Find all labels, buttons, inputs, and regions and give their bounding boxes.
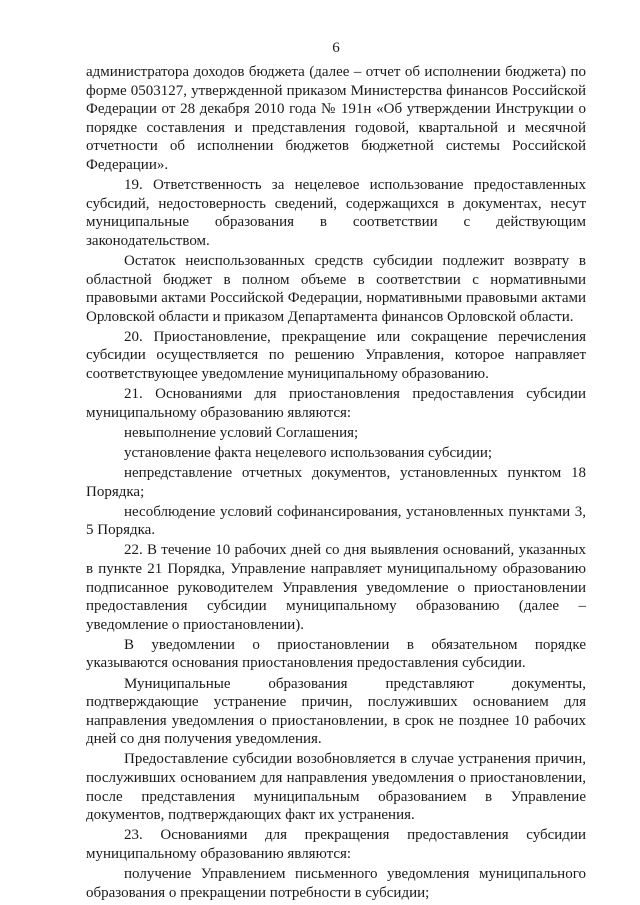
paragraph: несоблюдение условий софинансирования, установленных пунктами 3, 5 Порядка. xyxy=(86,503,586,539)
paragraph: Муниципальные образования представляют документы, подтверждающие устранение причин, послуживших основанием для направления уведомления о приостановлении, в срок не позднее 10 рабочих дней со дня получения уведомления. xyxy=(86,675,586,748)
document-body xyxy=(86,63,586,902)
paragraph: получение Управлением письменного уведомления муниципального образования о прекращении потребности в субсидии; xyxy=(86,865,586,901)
page-number: 6 xyxy=(332,40,340,56)
paragraph: установление факта нецелевого использования субсидии; xyxy=(124,444,493,461)
paragraph: В уведомлении о приостановлении в обязательном порядке указываются основания приостановления предоставления субсидии. xyxy=(86,636,586,672)
paragraph: 22. В течение 10 рабочих дней со дня выявления оснований, указанных в пункте 21 Порядка, Управление направляет муниципальному образованию подписанное руководителем Управления уведомление о приостановлении предоставления субсидии муниципальному образованию (далее – уведомление о приостановлении). xyxy=(86,542,586,633)
paragraph: непредставление отчетных документов, установленных пунктом 18 Порядка; xyxy=(86,464,586,500)
paragraph: администратора доходов бюджета (далее – отчет об исполнении бюджета) по форме 0503127, утвержденной приказом Министерства финансов Российской Федерации от 28 декабря 2010 года № 191н «Об утверждении Инструкции о порядке составления и представления годовой, квартальной и месячной отчетности об исполнении бюджетов бюджетной системы Российской Федерации». xyxy=(86,64,586,173)
paragraph: Остаток неиспользованных средств субсидии подлежит возврату в областной бюджет в полном объеме в соответствии с нормативными правовыми актами Российской Федерации, нормативными правовыми актами Орловской области и приказом Департамента финансов Орловской области. xyxy=(86,252,586,325)
paragraph: 23. Основаниями для прекращения предоставления субсидии муниципальному образованию являются: xyxy=(86,827,586,862)
paragraph: 19. Ответственность за нецелевое использование предоставленных субсидий, недостоверность сведений, содержащихся в документах, несут муниципальные образования в соответствии с действующим законодательством. xyxy=(86,177,586,249)
paragraph: Предоставление субсидии возобновляется в случае устранения причин, послуживших основанием для направления уведомления о приостановлении, после представления муниципальным образованием в Управление документов, подтверждающих факт их устранения. xyxy=(86,751,586,824)
paragraph: 20. Приостановление, прекращение или сокращение перечисления субсидии осуществляется по решению Управления, которое направляет соответствующее уведомление муниципальному образованию. xyxy=(86,328,586,382)
paragraph: 21. Основаниями для приостановления предоставления субсидии муниципальному образованию являются: xyxy=(86,386,586,421)
paragraph: невыполнение условий Соглашения; xyxy=(124,424,359,441)
